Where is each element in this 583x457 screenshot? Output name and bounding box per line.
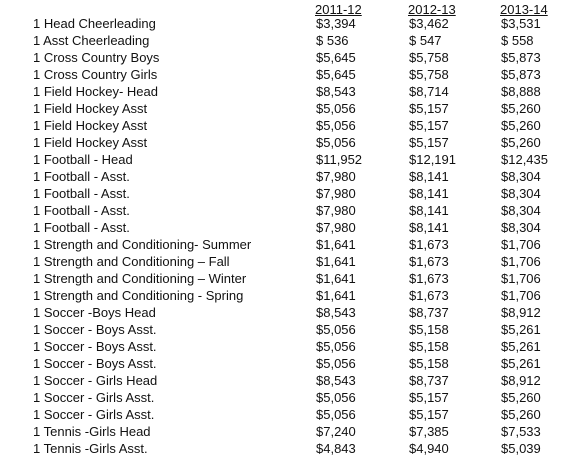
table-row	[0, 100, 583, 117]
value-2012-13: $8,141	[409, 220, 449, 235]
value-2012-13: $3,462	[409, 16, 449, 31]
position-label: 1 Soccer - Girls Head	[33, 373, 158, 388]
value-2011-12: $4,843	[316, 441, 356, 456]
value-2011-12: $5,056	[316, 356, 356, 371]
table-row	[0, 49, 583, 66]
position-label: 1 Soccer - Girls Asst.	[33, 407, 155, 422]
value-2012-13: $12,191	[409, 152, 456, 167]
position-label: 1 Field Hockey Asst	[33, 101, 148, 116]
value-2011-12: $5,645	[316, 50, 356, 65]
table-row	[0, 389, 583, 406]
position-label: 1 Tennis -Girls Head	[33, 424, 151, 439]
value-2012-13: $8,737	[409, 373, 449, 388]
value-2012-13: $5,158	[409, 356, 449, 371]
table-row	[0, 168, 583, 185]
table-body	[0, 15, 583, 457]
value-2012-13: $8,141	[409, 169, 449, 184]
value-2012-13: $7,385	[409, 424, 449, 439]
table-row	[0, 32, 583, 49]
position-label: 1 Football - Asst.	[33, 169, 130, 184]
table-row	[0, 406, 583, 423]
value-2013-14: $12,435	[501, 152, 548, 167]
position-label: 1 Asst Cheerleading	[33, 33, 150, 48]
value-2013-14: $5,260	[501, 390, 541, 405]
value-2011-12: $5,056	[316, 322, 356, 337]
value-2012-13: $1,673	[409, 271, 449, 286]
value-2013-14: $5,261	[501, 322, 541, 337]
table-row	[0, 287, 583, 304]
value-2012-13: $4,940	[409, 441, 449, 456]
value-2011-12: $ 536	[316, 33, 349, 48]
value-2011-12: $7,980	[316, 186, 356, 201]
table-row	[0, 321, 583, 338]
value-2011-12: $11,952	[316, 152, 363, 167]
value-2013-14: $ 558	[501, 33, 534, 48]
value-2013-14: $5,260	[501, 118, 541, 133]
value-2013-14: $5,260	[501, 101, 541, 116]
value-2012-13: $5,157	[409, 118, 449, 133]
value-2012-13: $8,714	[409, 84, 449, 99]
value-2012-13: $1,673	[409, 237, 449, 252]
position-label: 1 Soccer -Boys Head	[33, 305, 156, 320]
value-2013-14: $5,039	[501, 441, 541, 456]
table-row	[0, 15, 583, 32]
table-row	[0, 202, 583, 219]
table-row	[0, 423, 583, 440]
table-row	[0, 440, 583, 457]
position-label: 1 Cross Country Girls	[33, 67, 158, 82]
value-2013-14: $1,706	[501, 288, 541, 303]
column-header-2011-12: 2011-12	[315, 2, 362, 17]
position-label: 1 Soccer - Boys Asst.	[33, 339, 157, 354]
position-label: 1 Strength and Conditioning – Winter	[33, 271, 247, 286]
table-row	[0, 304, 583, 321]
value-2011-12: $5,056	[316, 339, 356, 354]
value-2013-14: $5,873	[501, 50, 541, 65]
value-2013-14: $8,304	[501, 186, 541, 201]
value-2012-13: $5,758	[409, 67, 449, 82]
position-label: 1 Football - Asst.	[33, 203, 130, 218]
position-label: 1 Strength and Conditioning- Summer	[33, 237, 252, 252]
value-2011-12: $8,543	[316, 373, 356, 388]
value-2012-13: $1,673	[409, 288, 449, 303]
value-2013-14: $5,260	[501, 135, 541, 150]
value-2012-13: $5,158	[409, 339, 449, 354]
value-2012-13: $5,157	[409, 390, 449, 405]
position-label: 1 Field Hockey- Head	[33, 84, 158, 99]
value-2011-12: $5,056	[316, 407, 356, 422]
value-2011-12: $7,240	[316, 424, 356, 439]
position-label: 1 Head Cheerleading	[33, 16, 156, 31]
value-2012-13: $5,158	[409, 322, 449, 337]
position-label: 1 Field Hockey Asst	[33, 118, 148, 133]
value-2011-12: $1,641	[316, 237, 356, 252]
table-row	[0, 355, 583, 372]
value-2012-13: $8,737	[409, 305, 449, 320]
value-2011-12: $1,641	[316, 254, 356, 269]
value-2013-14: $8,912	[501, 305, 541, 320]
table-row	[0, 117, 583, 134]
value-2011-12: $7,980	[316, 220, 356, 235]
table-row	[0, 270, 583, 287]
value-2012-13: $8,141	[409, 203, 449, 218]
value-2012-13: $5,157	[409, 407, 449, 422]
value-2011-12: $8,543	[316, 84, 356, 99]
value-2013-14: $1,706	[501, 237, 541, 252]
value-2011-12: $7,980	[316, 169, 356, 184]
position-label: 1 Strength and Conditioning - Spring	[33, 288, 244, 303]
value-2013-14: $8,888	[501, 84, 541, 99]
value-2011-12: $5,056	[316, 118, 356, 133]
position-label: 1 Soccer - Boys Asst.	[33, 322, 157, 337]
table-row	[0, 219, 583, 236]
value-2013-14: $5,261	[501, 356, 541, 371]
value-2013-14: $8,304	[501, 169, 541, 184]
value-2012-13: $1,673	[409, 254, 449, 269]
position-label: 1 Football - Asst.	[33, 220, 130, 235]
value-2013-14: $1,706	[501, 271, 541, 286]
table-row	[0, 134, 583, 151]
position-label: 1 Tennis -Girls Asst.	[33, 441, 148, 456]
value-2013-14: $8,912	[501, 373, 541, 388]
value-2013-14: $7,533	[501, 424, 541, 439]
table-row	[0, 185, 583, 202]
column-header-2013-14: 2013-14	[500, 2, 548, 17]
value-2013-14: $3,531	[501, 16, 541, 31]
position-label: 1 Football - Asst.	[33, 186, 130, 201]
position-label: 1 Cross Country Boys	[33, 50, 160, 65]
value-2012-13: $5,157	[409, 101, 449, 116]
table-row	[0, 236, 583, 253]
position-label: 1 Soccer - Boys Asst.	[33, 356, 157, 371]
value-2013-14: $5,260	[501, 407, 541, 422]
value-2013-14: $1,706	[501, 254, 541, 269]
position-label: 1 Strength and Conditioning – Fall	[33, 254, 230, 269]
value-2011-12: $5,056	[316, 101, 356, 116]
position-label: 1 Field Hockey Asst	[33, 135, 148, 150]
table-row	[0, 66, 583, 83]
value-2011-12: $5,645	[316, 67, 356, 82]
value-2011-12: $5,056	[316, 390, 356, 405]
value-2011-12: $1,641	[316, 271, 356, 286]
position-label: 1 Football - Head	[33, 152, 133, 167]
value-2011-12: $7,980	[316, 203, 356, 218]
value-2013-14: $8,304	[501, 220, 541, 235]
table-row	[0, 151, 583, 168]
position-label: 1 Soccer - Girls Asst.	[33, 390, 155, 405]
value-2012-13: $5,157	[409, 135, 449, 150]
value-2011-12: $5,056	[316, 135, 356, 150]
table-row	[0, 253, 583, 270]
value-2012-13: $ 547	[409, 33, 442, 48]
value-2013-14: $5,873	[501, 67, 541, 82]
value-2012-13: $5,758	[409, 50, 449, 65]
column-header-2012-13: 2012-13	[408, 2, 456, 17]
table-row	[0, 83, 583, 100]
value-2011-12: $1,641	[316, 288, 356, 303]
value-2012-13: $8,141	[409, 186, 449, 201]
table-row	[0, 338, 583, 355]
value-2011-12: $3,394	[316, 16, 356, 31]
value-2011-12: $8,543	[316, 305, 356, 320]
value-2013-14: $5,261	[501, 339, 541, 354]
value-2013-14: $8,304	[501, 203, 541, 218]
table-row	[0, 372, 583, 389]
